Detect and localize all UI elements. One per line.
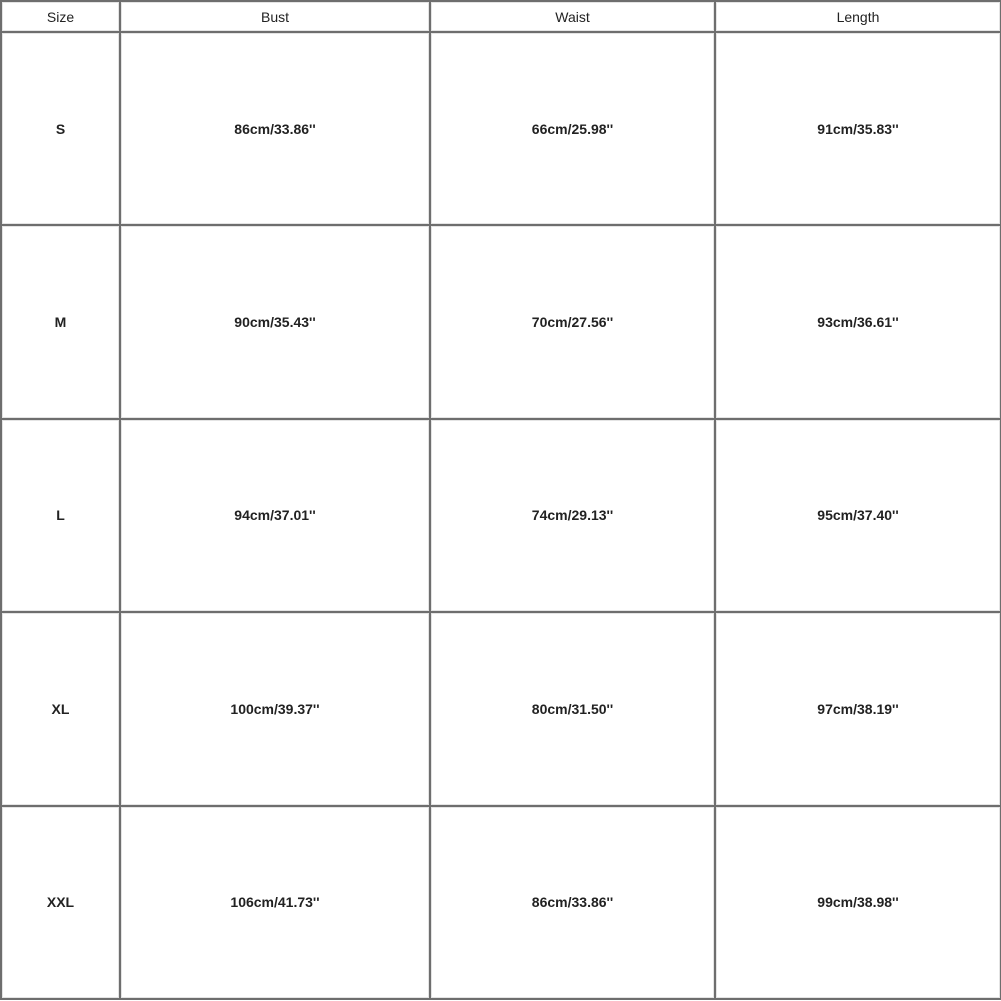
bust-cell: 86cm/33.86'' — [120, 32, 430, 225]
header-row — [1, 1, 1001, 32]
bust-cell: 90cm/35.43'' — [120, 225, 430, 418]
header-waist: Waist — [430, 1, 715, 32]
waist-cell: 74cm/29.13'' — [430, 419, 715, 612]
length-cell: 93cm/36.61'' — [715, 225, 1001, 418]
length-cell: 99cm/38.98'' — [715, 806, 1001, 999]
bust-cell: 94cm/37.01'' — [120, 419, 430, 612]
header-length: Length — [715, 1, 1001, 32]
size-cell: L — [1, 419, 120, 612]
size-cell: S — [1, 32, 120, 225]
length-cell: 97cm/38.19'' — [715, 612, 1001, 805]
size-cell: M — [1, 225, 120, 418]
table-row — [1, 612, 1001, 805]
length-cell: 95cm/37.40'' — [715, 419, 1001, 612]
size-cell: XL — [1, 612, 120, 805]
waist-cell: 80cm/31.50'' — [430, 612, 715, 805]
bust-cell: 100cm/39.37'' — [120, 612, 430, 805]
table-header — [1, 1, 1001, 32]
waist-cell: 86cm/33.86'' — [430, 806, 715, 999]
table-row — [1, 806, 1001, 999]
bust-cell: 106cm/41.73'' — [120, 806, 430, 999]
table-row — [1, 419, 1001, 612]
table-row — [1, 225, 1001, 418]
waist-cell: 70cm/27.56'' — [430, 225, 715, 418]
length-cell: 91cm/35.83'' — [715, 32, 1001, 225]
table-row — [1, 32, 1001, 225]
size-cell: XXL — [1, 806, 120, 999]
header-bust: Bust — [120, 1, 430, 32]
table-body — [1, 32, 1001, 999]
header-size: Size — [1, 1, 120, 32]
waist-cell: 66cm/25.98'' — [430, 32, 715, 225]
